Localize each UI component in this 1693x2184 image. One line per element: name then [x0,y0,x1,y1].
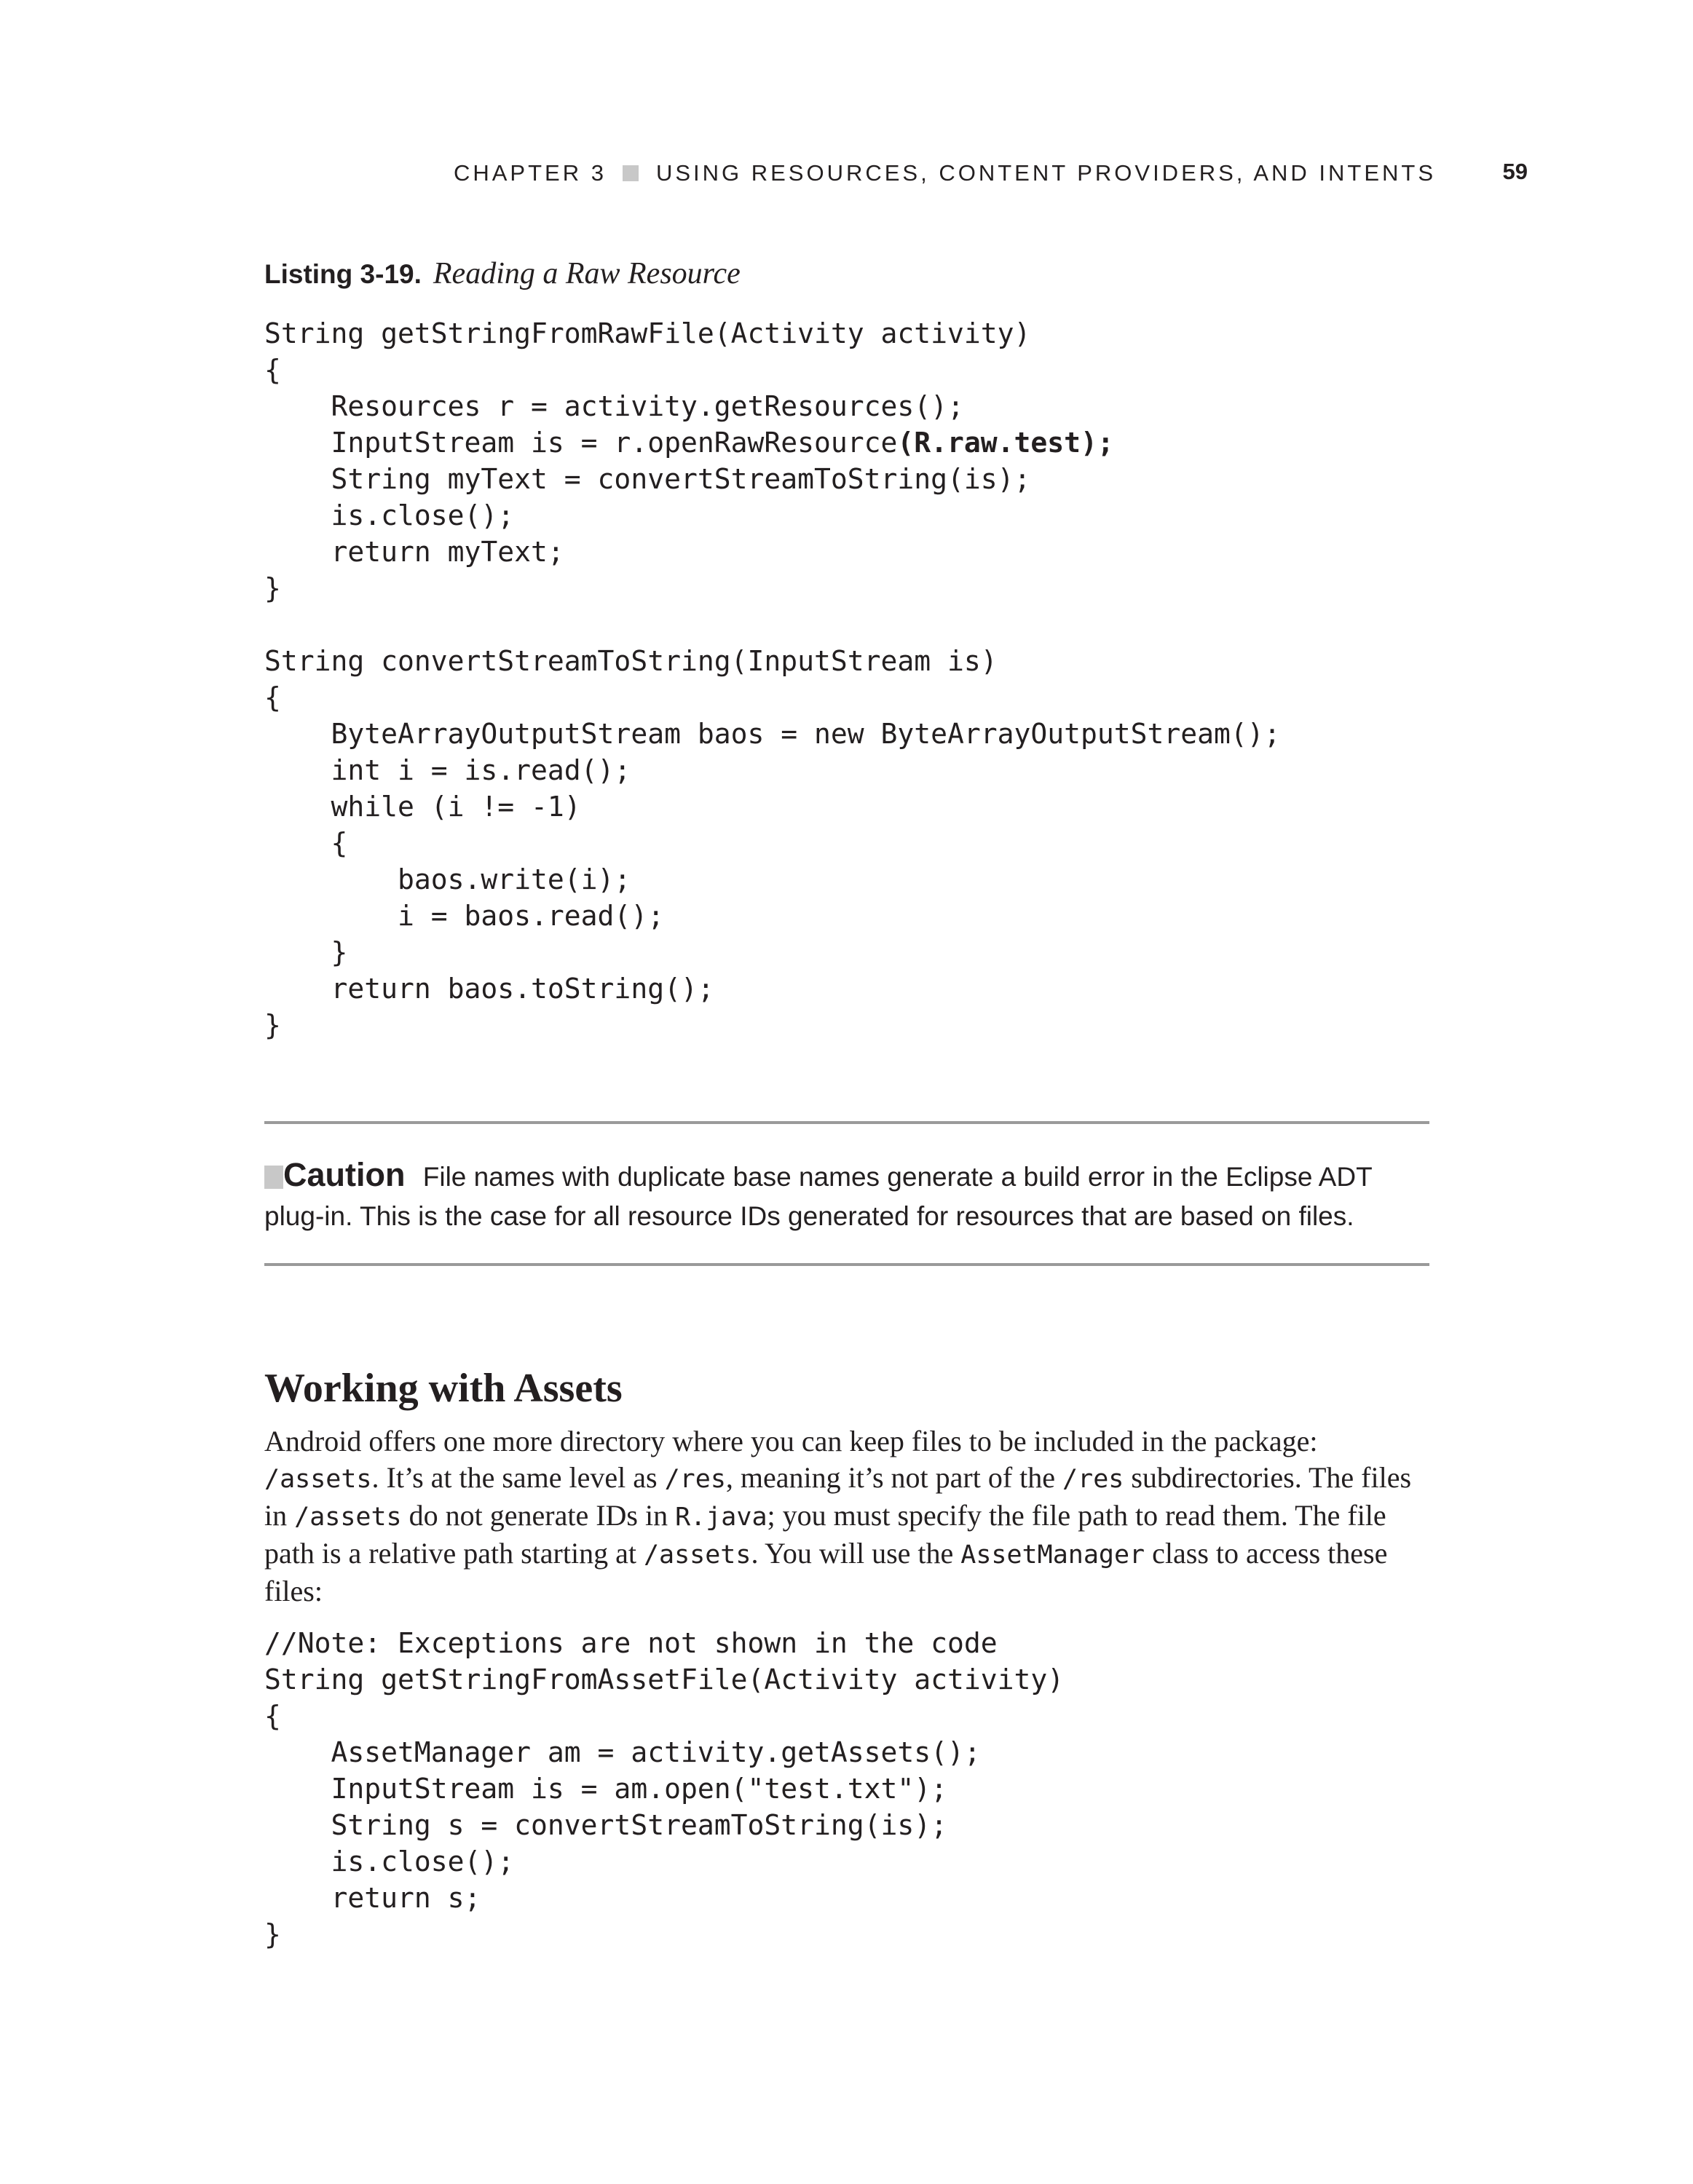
caution-bottom-rule [264,1263,1429,1266]
code-line: { [264,354,281,386]
inline-code: /res [664,1465,726,1494]
code-line: String convertStreamToString(InputStream is) [264,645,998,677]
inline-code: AssetManager [960,1540,1145,1570]
body-text: , meaning it’s not part of the [725,1461,1063,1494]
code-line: AssetManager am = activity.getAssets(); [264,1736,981,1768]
caution-square-icon [264,1166,283,1189]
code-line: return s; [264,1882,481,1914]
body-text: do not generate IDs in [401,1499,676,1532]
code-line: i = baos.read(); [264,900,665,932]
chapter-label: CHAPTER 3 [453,160,607,186]
inline-code: /assets [643,1540,751,1570]
code-line: return baos.toString(); [264,973,714,1005]
code-line: Resources r = activity.getResources(); [264,390,964,422]
code-line: return myText; [264,536,564,568]
listing-title: Reading a Raw Resource [433,257,741,290]
listing-code-block [264,315,1281,1043]
body-text: Android offers one more directory where you can keep files to be included in the package: [264,1425,1318,1457]
section-heading: Working with Assets [264,1366,623,1411]
code-line [264,424,1281,461]
code-line: int i = is.read(); [264,754,631,786]
page-number: 59 [1502,159,1528,184]
running-header [0,157,1693,194]
code-fragment: InputStream is = r.openRawResource [264,427,898,459]
code-line: } [264,1918,281,1950]
body-text: class to access these files: [264,1537,1388,1607]
assets-code-block [264,1625,1064,1952]
body-text: . It’s at the same level as [371,1461,665,1494]
caution-note [264,1155,1429,1236]
code-line: } [264,936,348,968]
code-line: is.close(); [264,1845,515,1878]
listing-caption [264,256,741,291]
inline-code: R.java [675,1503,767,1532]
listing-label: Listing 3-19. [264,259,422,289]
inline-code: /assets [294,1503,402,1532]
code-line: while (i != -1) [264,791,581,823]
inline-code: /assets [264,1465,372,1494]
code-line: { [264,681,281,713]
caution-text: File names with duplicate base names generate a build error in the Eclipse ADT plug-in. This is the case for all resource IDs generated for resources that are based on files. [264,1162,1373,1231]
body-paragraph [264,1423,1437,1610]
inline-code: /res [1062,1465,1124,1494]
body-text: . You will use the [751,1537,961,1570]
separator-square-icon [623,165,639,181]
code-line: String myText = convertStreamToString(is); [264,463,1031,495]
caution-top-rule [264,1121,1429,1124]
body-text: subdirectories. The files in [264,1461,1412,1532]
body-text: ; you must specify the file path to read them. The file path is a relative path starting at [264,1499,1386,1570]
code-line: } [264,1009,281,1041]
code-line: ByteArrayOutputStream baos = new ByteArrayOutputStream(); [264,718,1281,750]
code-line: String getStringFromRawFile(Activity activity) [264,317,1031,349]
code-bold-fragment: (R.raw.test); [897,427,1114,459]
running-header-text [454,160,1436,186]
code-line: //Note: Exceptions are not shown in the code [264,1627,998,1659]
code-line: { [264,1700,281,1732]
caution-label: Caution [283,1156,406,1193]
code-line: is.close(); [264,499,515,531]
chapter-title: USING RESOURCES, CONTENT PROVIDERS, AND INTENTS [655,160,1436,186]
code-line: String getStringFromAssetFile(Activity activity) [264,1663,1065,1696]
code-line: baos.write(i); [264,863,631,895]
code-line: InputStream is = am.open("test.txt"); [264,1773,947,1805]
code-line: } [264,572,281,604]
code-line: String s = convertStreamToString(is); [264,1809,947,1841]
code-line: { [264,827,348,859]
code-line [264,606,1281,643]
